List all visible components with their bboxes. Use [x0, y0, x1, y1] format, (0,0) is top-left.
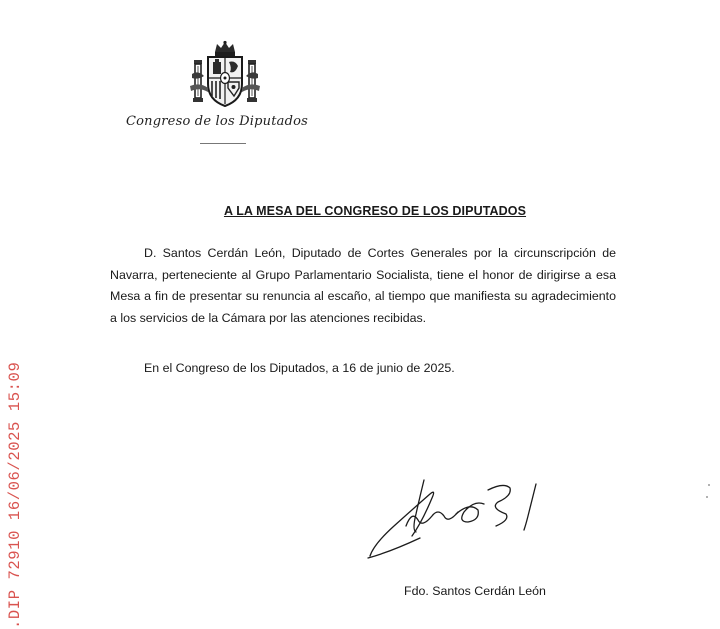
body-paragraph: D. Santos Cerdán León, Diputado de Cortes Generales por la circunscripción de Navarra, perteneciente al Grupo Parlamentario Socialista, tiene el honor de dirigirse a esa Mesa a fin de presentar su renuncia al escaño, al tiempo que manifiesta su agradecimiento a los servicios de la Cámara por las atenciones recibidas.	[110, 246, 616, 325]
registry-stamp: .DIP 72910 16/06/2025 15:09	[6, 361, 24, 629]
institution-name: Congreso de los Diputados	[126, 114, 309, 129]
document-heading: A LA MESA DEL CONGRESO DE LOS DIPUTADOS	[223, 204, 527, 218]
coat-of-arms-icon	[188, 40, 262, 112]
signer-name: Fdo. Santos Cerdán León	[404, 584, 546, 598]
handwritten-signature	[360, 474, 590, 564]
scan-artifact	[708, 484, 710, 486]
scan-artifact	[706, 496, 708, 498]
closing-line: En el Congreso de los Diputados, a 16 de junio de 2025.	[144, 361, 455, 375]
letterhead-rule	[200, 143, 246, 144]
